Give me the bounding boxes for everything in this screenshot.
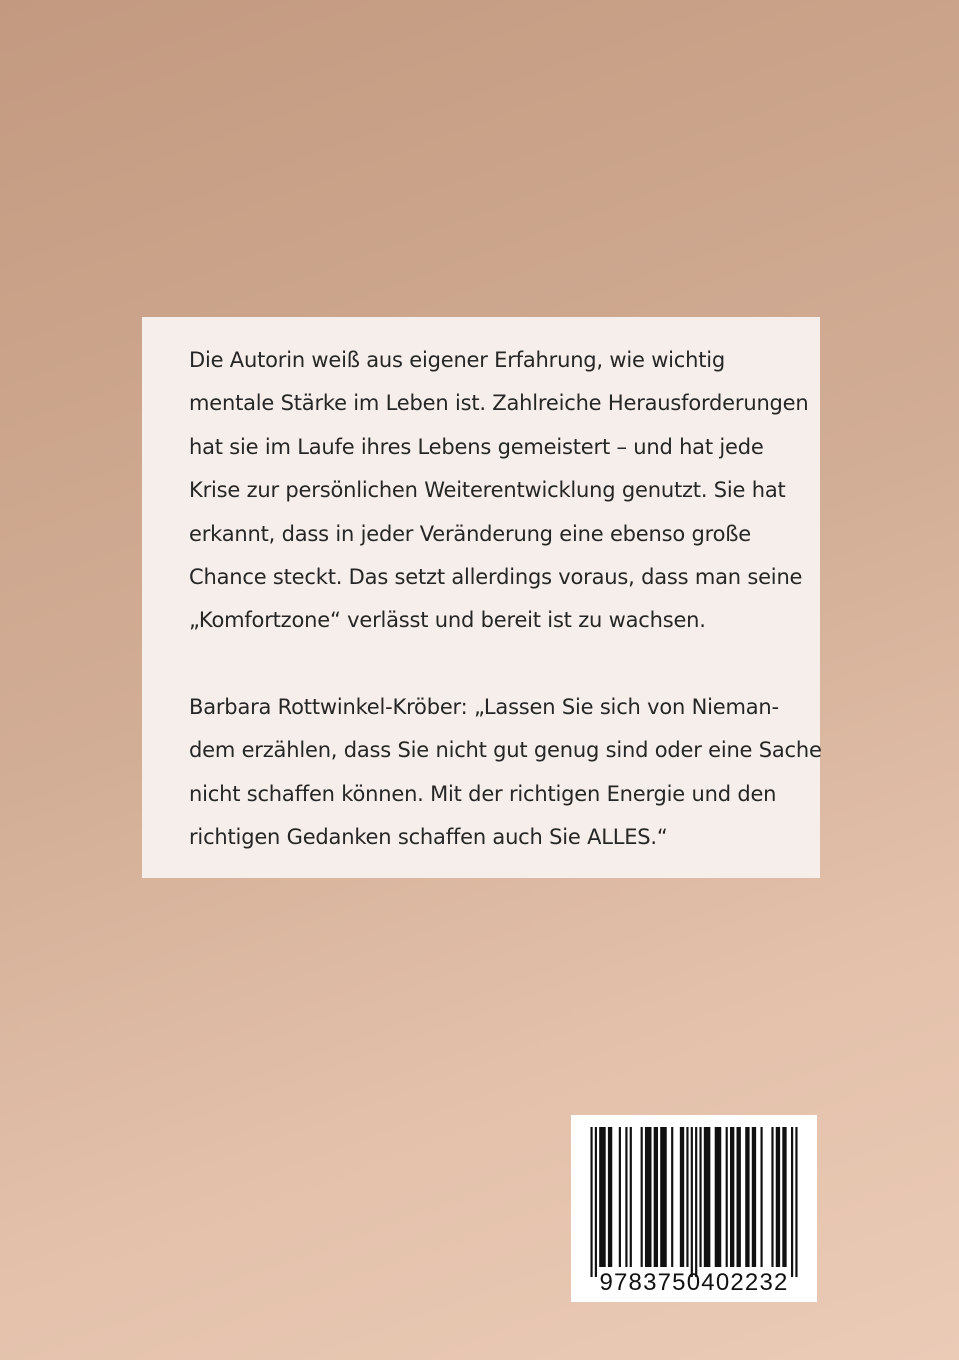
barcode-bar	[595, 1127, 597, 1277]
barcode-bar	[795, 1127, 797, 1277]
barcode-bar	[608, 1127, 612, 1267]
barcode-bar	[704, 1127, 711, 1267]
author-description-paragraph	[189, 339, 809, 643]
barcode-bar	[590, 1127, 592, 1277]
text-line: „Komfortzone“ verlässt und bereit ist zu wachsen.	[189, 608, 706, 633]
barcode-bar	[625, 1127, 627, 1267]
barcode-bar	[730, 1127, 734, 1267]
back-cover-text-box	[142, 317, 820, 878]
barcode-bar	[726, 1127, 728, 1267]
text-line: hat sie im Laufe ihres Lebens gemeistert – und hat jede	[189, 434, 764, 459]
barcode-bar	[737, 1127, 741, 1267]
barcode-bar	[776, 1127, 780, 1267]
barcode-bar	[745, 1127, 749, 1267]
text-line: Chance steckt. Das setzt allerdings voraus, dass man seine	[189, 565, 803, 590]
text-line: Die Autorin weiß aus eigener Erfahrung, wie wichtig	[189, 348, 726, 372]
barcode-bar	[699, 1127, 701, 1267]
barcode-bar	[630, 1127, 632, 1267]
barcode-bar	[771, 1127, 773, 1267]
barcode-bar	[599, 1127, 606, 1267]
barcode-bar	[791, 1127, 793, 1277]
text-line: richtigen Gedanken schaffen auch Sie ALLES.“	[189, 825, 668, 850]
barcode-bar	[715, 1127, 722, 1267]
barcode-bar	[760, 1127, 762, 1267]
author-quote-paragraph	[189, 686, 822, 860]
barcode-bar	[752, 1127, 756, 1267]
barcode-bar	[660, 1127, 667, 1267]
text-line: dem erzählen, dass Sie nicht gut genug sind oder eine Sache	[189, 738, 822, 763]
text-line: nicht schaffen können. Mit der richtigen Energie und den	[189, 781, 777, 806]
text-line: mentale Stärke im Leben ist. Zahlreiche Herausforderungen	[189, 391, 809, 416]
barcode-bar	[782, 1127, 786, 1267]
barcode-bar	[619, 1127, 621, 1267]
barcode-bar	[641, 1127, 643, 1267]
barcode-bar	[645, 1127, 652, 1267]
barcode-bar	[686, 1127, 688, 1267]
text-line: erkannt, dass in jeder Veränderung eine ebenso große	[189, 521, 751, 546]
text-line: Krise zur persönlichen Weiterentwicklung genutzt. Sie hat	[189, 478, 786, 503]
isbn-number: 9783750402232	[599, 1269, 789, 1296]
barcode-bar	[654, 1127, 658, 1267]
barcode-bar	[680, 1127, 684, 1267]
barcode-bar	[671, 1127, 673, 1267]
barcode-bar	[695, 1127, 697, 1277]
text-line: Barbara Rottwinkel-Kröber: „Lassen Sie sich von Nieman-	[189, 694, 779, 719]
barcode-bar	[691, 1127, 693, 1277]
isbn-barcode	[571, 1115, 817, 1302]
